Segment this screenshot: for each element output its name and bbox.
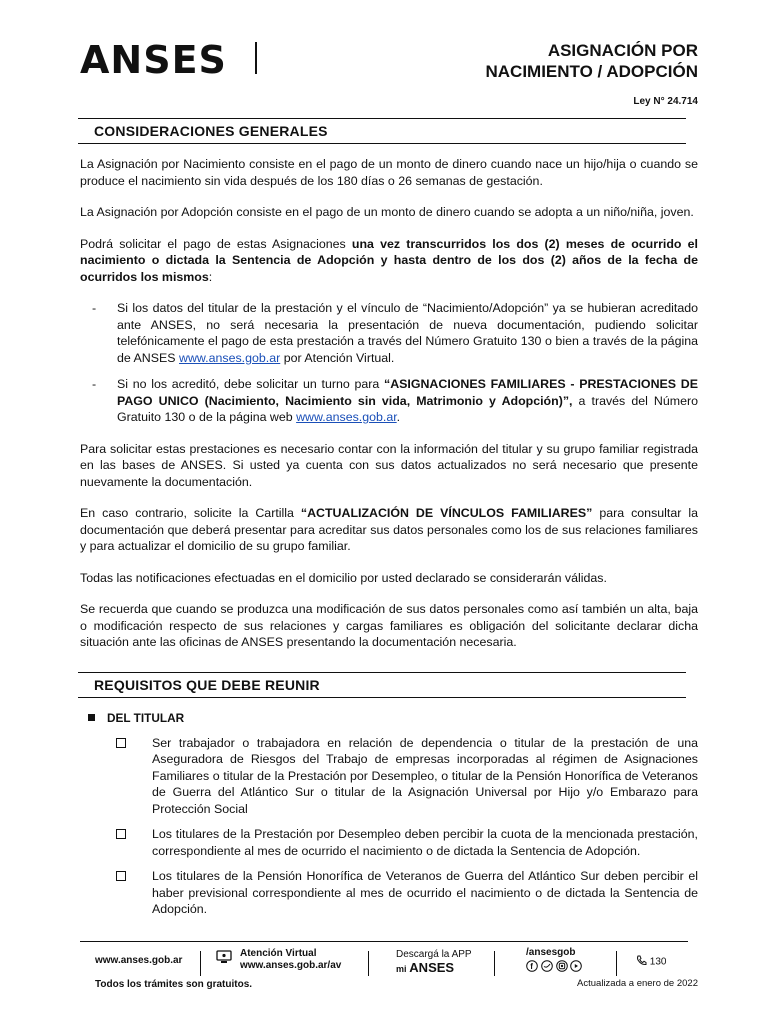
law-number: Ley N° 24.714 <box>633 96 698 107</box>
instagram-icon[interactable] <box>556 960 568 975</box>
section-consideraciones-body <box>80 156 698 666</box>
phone-icon <box>636 955 647 969</box>
options-list <box>80 300 698 426</box>
app-download-label: Descargá la APP <box>396 949 472 960</box>
virtual-title: Atención Virtual <box>240 948 317 959</box>
anses-link[interactable]: www.anses.gob.ar <box>296 410 397 424</box>
paragraph-notificaciones: Todas las notificaciones efectuadas en el domicilio por usted declarado se considerarán válidas. <box>80 570 607 585</box>
section-heading-requisitos <box>78 672 686 698</box>
phone-number: 130 <box>649 956 667 968</box>
checkbox-square-icon <box>116 871 126 881</box>
titular-label: DEL TITULAR <box>107 711 185 725</box>
logo-divider <box>255 42 257 74</box>
text-span: : <box>208 269 213 284</box>
checkbox-square-icon <box>116 829 126 839</box>
footer-site-link[interactable]: www.anses.gob.ar <box>95 955 183 966</box>
paragraph-plazo <box>80 236 698 286</box>
list-item <box>80 300 698 366</box>
text-span: Si los datos del titular de la prestación y el vínculo de “Nacimiento/Adopción” ya se hubieran acreditado ante ANSES, no será necesaria la presentación de nueva documentación, pudiendo solicitar telefónicamente el pago de esta prestación a través del Número Gratuito 130 o bien a través de la página de ANSES <box>117 301 698 365</box>
footer-app[interactable] <box>396 948 472 976</box>
square-bullet-icon <box>88 714 95 721</box>
checkbox-square-icon <box>116 738 126 748</box>
requirement-item <box>80 868 698 918</box>
requirement-text: Los titulares de la Prestación por Desempleo deben percibir la cuota de la mencionada prestación, correspondiente al mes de ocurrido el nacimiento o de dictada la Sentencia de Adopción. <box>152 827 698 858</box>
monitor-icon <box>216 950 232 967</box>
text-span: a través del Número Gratuito 130 o de la página web <box>117 393 699 424</box>
app-name-prefix: mi <box>396 964 407 974</box>
title-line-2: NACIMIENTO / ADOPCIÓN <box>485 62 698 81</box>
footer-virtual[interactable] <box>216 950 232 967</box>
section-requisitos-body <box>80 710 698 927</box>
twitter-icon[interactable] <box>541 960 553 975</box>
footer-virtual-text <box>240 948 341 972</box>
section-heading-label: CONSIDERACIONES GENERALES <box>94 123 328 139</box>
free-procedures-note: Todos los trámites son gratuitos. <box>95 979 253 990</box>
requirements-list <box>80 735 698 918</box>
anses-logo: ANSES <box>80 38 227 82</box>
requirement-text: Los titulares de la Pensión Honorífica de Veteranos de Guerra del Atlántico Sur deben percibir el haber previsional correspondiente al mes de ocurrido el nacimiento o de dictada la Sentencia de Adopción. <box>152 869 698 916</box>
footer-separator <box>368 951 369 976</box>
app-name: ANSES <box>409 960 455 975</box>
footer-phone[interactable] <box>636 955 666 969</box>
text-span: En caso contrario, solicite la Cartilla <box>80 506 301 520</box>
footer-divider <box>80 941 688 942</box>
text-span: para consultar la documentación que deberá presentar para acreditar sus datos personales como los de sus relaciones familiares y para actualizar el domicilio de su grupo familiar. <box>80 506 698 553</box>
titular-heading <box>80 710 698 727</box>
text-span: Podrá solicitar el pago de estas Asignaciones <box>80 236 352 251</box>
text-span: por Atención Virtual. <box>280 350 395 365</box>
bold-span: “ACTUALIZACIÓN DE VÍNCULOS FAMILIARES” <box>300 506 593 520</box>
footer-separator <box>200 951 201 976</box>
facebook-icon[interactable] <box>526 960 538 975</box>
list-item <box>80 376 698 426</box>
paragraph-informacion: Para solicitar estas prestaciones es necesario contar con la información del titular y su grupo familiar registrada en las bases de ANSES. Si usted ya cuenta con sus datos actualizados no será necesario que presente nuevamente la documentación. <box>80 441 698 489</box>
footer-separator <box>494 951 495 976</box>
social-handle: /ansesgob <box>526 947 576 958</box>
text-span: . <box>396 410 401 424</box>
youtube-icon[interactable] <box>570 960 582 975</box>
title-line-1: ASIGNACIÓN POR <box>547 41 698 60</box>
section-heading-label: REQUISITOS QUE DEBE REUNIR <box>94 677 320 693</box>
section-heading-consideraciones <box>78 118 686 144</box>
requirement-text: Ser trabajador o trabajadora en relación de dependencia o titular de la prestación de una Aseguradora de Riesgos del Trabajo de empresas incorporadas al régimen de Asignaciones Familiares o titular de la Prestación por Desempleo, o titular de la Pensión Honorífica de Veteranos de Guerra del Atlántico Sur o titular de la Asignación Universal por Hijo y/o Embarazo para Protección Social <box>152 735 698 816</box>
footer-social <box>526 947 582 975</box>
paragraph-modificaciones: Se recuerda que cuando se produzca una modificación de sus datos personales como así también un alta, baja o modificación respecto de sus relaciones y cargas familiares es obligación del solicitante declarar dicha situación ante las oficinas de ANSES presentando la documentación necesaria. <box>80 602 698 649</box>
requirement-item <box>80 735 698 818</box>
svg-text:f: f <box>530 962 533 971</box>
bold-span: “ASIGNACIONES FAMILIARES - PRESTACIONES DE PAGO UNICO (Nacimiento, Nacimiento sin vida, Matrimonio y Adopción)”, <box>117 377 698 408</box>
bold-span: una vez transcurridos los dos (2) meses de ocurrido el nacimiento o dictada la Sentencia de Adopción y hasta dentro de los dos (2) años de la fecha de ocurridos los mismos <box>80 236 698 284</box>
requirement-item <box>80 826 698 859</box>
anses-link[interactable]: www.anses.gob.ar <box>179 350 281 365</box>
paragraph-cartilla <box>80 505 698 555</box>
virtual-url[interactable]: www.anses.gob.ar/av <box>240 960 342 971</box>
paragraph-adopcion: La Asignación por Adopción consiste en el pago de un monto de dinero cuando se adopta a un niño/niña, joven. <box>80 205 694 219</box>
text-span: Si no los acreditó, debe solicitar un turno para <box>117 377 384 391</box>
paragraph-nacimiento: La Asignación por Nacimiento consiste en el pago de un monto de dinero cuando nace un hijo/hija o cuando se produce el nacimiento sin vida después de los 180 días o 26 semanas de gestación. <box>80 157 698 188</box>
document-title <box>485 40 698 82</box>
footer-separator <box>616 951 617 976</box>
updated-date: Actualizada a enero de 2022 <box>577 978 698 989</box>
